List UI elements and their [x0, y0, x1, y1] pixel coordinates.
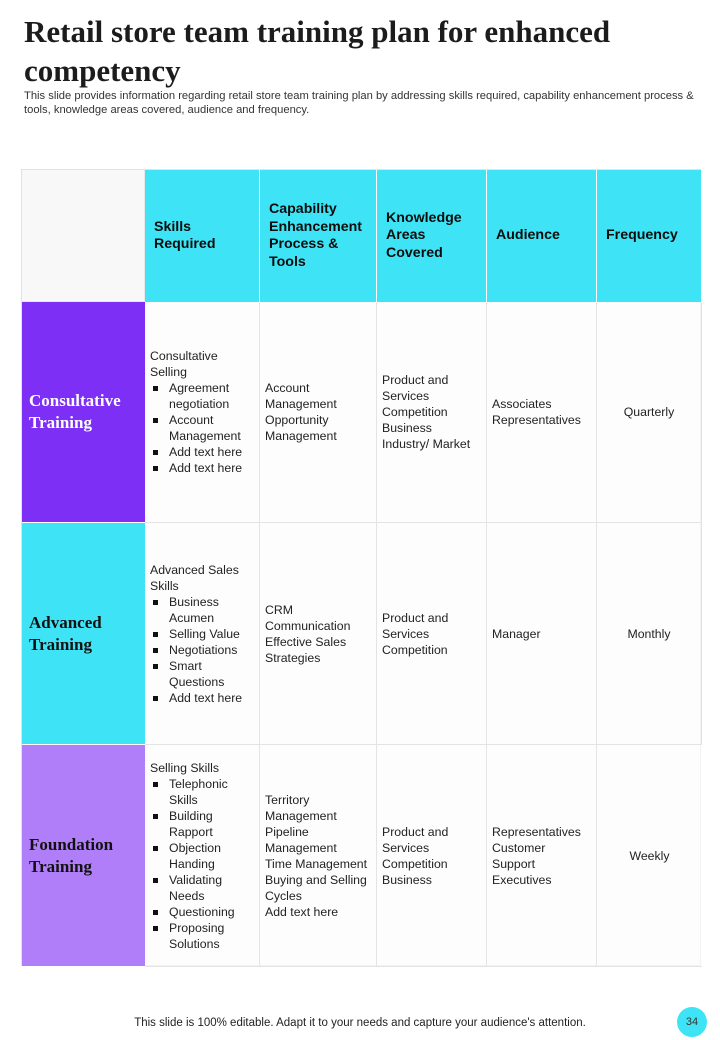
header-audience: Audience — [487, 170, 597, 302]
skills-bullet-item: Account Management — [150, 412, 254, 444]
capability-item-list — [265, 380, 371, 444]
header-skills-required: Skills Required — [145, 170, 260, 302]
knowledge-item-list — [382, 610, 481, 658]
frequency-cell: Monthly — [597, 523, 702, 745]
skills-bullet-item: Telephonic Skills — [150, 776, 254, 808]
skills-required-cell — [145, 302, 260, 523]
skills-bullet-item: Agreement negotiation — [150, 380, 254, 412]
skills-content — [150, 562, 254, 706]
skills-bullet-item: Smart Questions — [150, 658, 254, 690]
header-knowledge-areas: Knowledge Areas Covered — [377, 170, 487, 302]
capability-item-list — [265, 602, 371, 666]
capability-tools-cell — [260, 745, 377, 967]
skills-intro: Consultative Selling — [150, 349, 218, 379]
audience-item-line: Associates — [492, 397, 552, 411]
knowledge-item-line: Business — [382, 872, 432, 887]
capability-item-line: Communication — [265, 618, 351, 633]
table-corner-cell — [22, 170, 145, 302]
skills-bullet-item: Objection Handing — [150, 840, 254, 872]
knowledge-areas-cell — [377, 302, 487, 523]
frequency-cell: Quarterly — [597, 302, 702, 523]
skills-required-cell — [145, 745, 260, 967]
knowledge-item-line: Product and Services — [382, 610, 449, 641]
capability-item-line: Territory Management — [265, 792, 337, 823]
audience-cell — [487, 302, 597, 523]
slide-subtitle: This slide provides information regarding retail store team training plan by addressing skills required, capability enhancement process & tools, knowledge areas covered, audience and frequency. — [24, 90, 694, 116]
capability-item-line: Add text here — [265, 904, 339, 919]
audience-item-line: Manager — [492, 626, 541, 641]
capability-item-line: Buying and Selling Cycles — [265, 872, 367, 903]
knowledge-item-line: Competition — [382, 405, 448, 419]
capability-item-line: Opportunity Management — [265, 413, 337, 443]
skills-bullet-item: Questioning — [150, 904, 254, 920]
skills-content — [150, 348, 254, 476]
skills-content — [150, 760, 254, 952]
capability-tools-cell — [260, 523, 377, 745]
skills-intro: Advanced Sales Skills — [150, 562, 239, 593]
knowledge-item-list — [382, 372, 481, 452]
capability-item-line: Pipeline Management — [265, 824, 337, 855]
training-plan-table — [21, 169, 701, 966]
knowledge-item-list — [382, 824, 481, 888]
knowledge-item-line: Competition — [382, 642, 448, 657]
capability-item-list — [265, 792, 371, 920]
row-label-training-type: Foundation Training — [22, 745, 145, 967]
footer-note: This slide is 100% editable. Adapt it to your needs and capture your audience's attention. — [134, 1017, 586, 1029]
frequency-cell: Weekly — [597, 745, 702, 967]
audience-cell — [487, 745, 597, 967]
skills-bullet-item: Selling Value — [150, 626, 254, 642]
header-frequency: Frequency — [597, 170, 702, 302]
skills-bullet-item: Validating Needs — [150, 872, 254, 904]
knowledge-item-line: Product and Services — [382, 824, 449, 855]
skills-bullet-item: Add text here — [150, 460, 254, 476]
knowledge-areas-cell — [377, 745, 487, 967]
audience-item-list — [492, 396, 581, 428]
skills-bullet-item: Add text here — [150, 690, 254, 706]
skills-bullet-list — [150, 776, 254, 952]
row-label-training-type: Advanced Training — [22, 523, 145, 745]
audience-item-list — [492, 626, 541, 642]
skills-required-cell — [145, 523, 260, 745]
capability-item-line: Account Management — [265, 381, 337, 411]
audience-item-line: Representatives — [492, 413, 581, 427]
skills-bullet-item: Building Rapport — [150, 808, 254, 840]
audience-item-line: Representatives — [492, 824, 581, 839]
skills-intro: Selling Skills — [150, 760, 220, 775]
skills-bullet-list — [150, 380, 254, 476]
skills-bullet-item: Add text here — [150, 444, 254, 460]
knowledge-item-line: Product and Services — [382, 373, 449, 403]
skills-bullet-list — [150, 594, 254, 706]
knowledge-areas-cell — [377, 523, 487, 745]
skills-bullet-item: Proposing Solutions — [150, 920, 254, 952]
skills-bullet-item: Business Acumen — [150, 594, 254, 626]
skills-bullet-item: Negotiations — [150, 642, 254, 658]
slide-title: Retail store team training plan for enhanced competency — [24, 14, 611, 88]
row-label-training-type: Consultative Training — [22, 302, 145, 523]
knowledge-item-line: Competition — [382, 856, 448, 871]
knowledge-item-line: Business — [382, 421, 432, 435]
knowledge-item-line: Industry/ Market — [382, 437, 471, 451]
header-capability-enhancement: Capability Enhancement Process & Tools — [260, 170, 377, 302]
audience-cell — [487, 523, 597, 745]
audience-item-list — [492, 824, 591, 888]
audience-item-line: Customer Support Executives — [492, 840, 552, 887]
page-number-badge: 34 — [677, 1007, 707, 1037]
capability-item-line: Time Management — [265, 856, 368, 871]
capability-item-line: CRM — [265, 602, 294, 617]
capability-tools-cell — [260, 302, 377, 523]
capability-item-line: Effective Sales Strategies — [265, 634, 347, 665]
